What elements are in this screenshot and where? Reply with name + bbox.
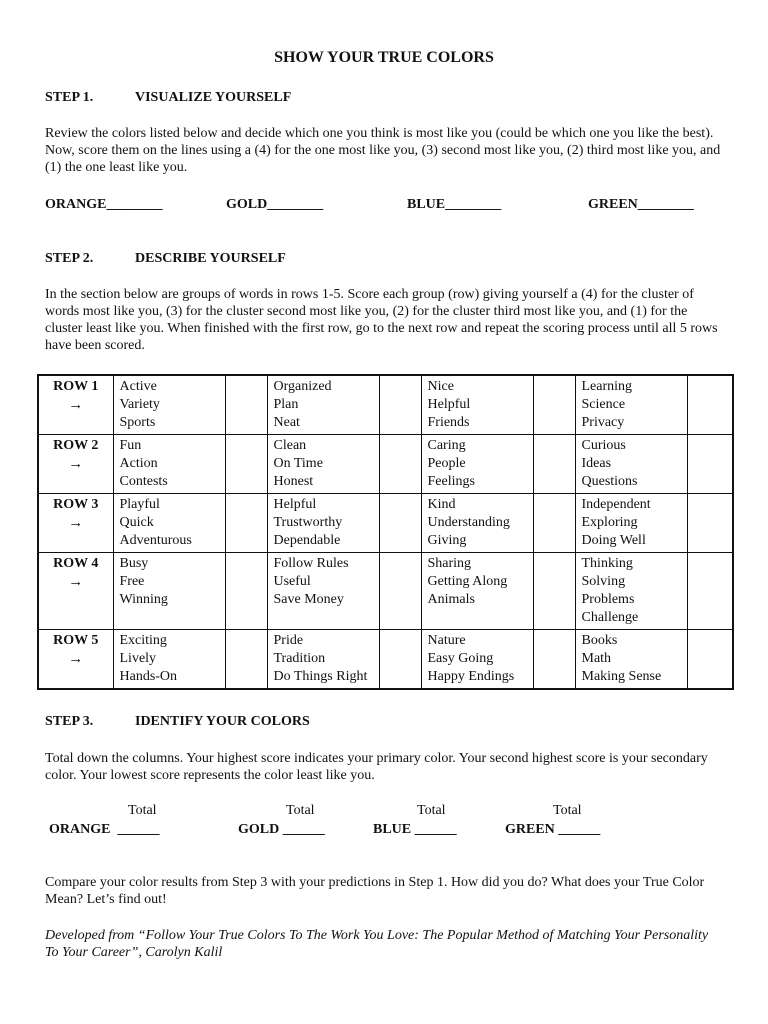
word-cluster-orange [113,630,225,690]
word: Getting Along [427,574,508,589]
word: Learning [581,379,633,394]
word: Busy [119,556,149,571]
step2-instructions: In the section below are groups of words in rows 1-5. Score each group (row) giving yourself a (4) for the cluster of words most like you, (3) for the cluster second most like you, (2) for the cluster third most like you, and (1) for the cluster least like you. When finished with the first row, go to the next row and repeat the scoring process until all 5 rows have been scored. [45,287,718,353]
word: Happy Endings [427,669,515,684]
row-label [38,630,113,690]
word: Thinking [581,556,633,571]
total-label-blue: Total [417,803,446,818]
step1-heading [45,89,291,106]
row-label-text: ROW 3 [53,497,99,512]
word: Neat [273,415,300,430]
row-label-text: ROW 1 [53,379,99,394]
row-label [38,553,113,630]
word: Understanding [427,515,510,530]
word-cluster-gold [267,375,379,435]
score-box-orange[interactable] [225,435,267,494]
total-label-gold: Total [286,803,315,818]
step3-instructions: Total down the columns. Your highest score indicates your primary color. Your second highest score is your secondary color. Your lowest score represents the color least like you. [45,751,708,783]
word: Math [581,651,612,666]
word: Questions [581,474,638,489]
word: Helpful [427,397,471,412]
word: Active [119,379,157,394]
word: Easy Going [427,651,494,666]
word-score-table [37,374,734,690]
row-label [38,494,113,553]
step3-title: IDENTIFY YOUR COLORS [135,714,310,729]
word-cluster-blue [421,435,533,494]
total-green-line[interactable]: GREEN ______ [505,822,601,837]
word-cluster-gold [267,435,379,494]
step1-blue-line[interactable]: BLUE________ [407,197,502,212]
step1-gold-line[interactable]: GOLD________ [226,197,324,212]
word: Action [119,456,158,471]
right-arrow-icon: → [68,515,84,531]
word: Save Money [273,592,344,607]
word: Exploring [581,515,638,530]
word: Quick [119,515,154,530]
step1-instructions: Review the colors listed below and decide which one you think is most like you (could be which one you like the best). Now, score them on the lines using a (4) for the one most like you, (3) second most like you, (2) third most like you, and (1) the one least like you. [45,126,721,175]
row-label-text: ROW 4 [53,556,99,571]
word-cluster-orange [113,375,225,435]
word-cluster-gold [267,630,379,690]
table-row [38,375,733,435]
total-label-orange: Total [128,803,157,818]
word: Lively [119,651,157,666]
word-cluster-blue [421,375,533,435]
word: Kind [427,497,456,512]
word: Winning [119,592,168,607]
word-cluster-blue [421,494,533,553]
right-arrow-icon: → [68,456,84,472]
word: Playful [119,497,160,512]
compare-text: Compare your color results from Step 3 with your predictions in Step 1. How did you do? What does your True Color Mean? Let’s find out! [45,875,705,907]
word: Adventurous [119,533,192,548]
word: Friends [427,415,470,430]
word-cluster-green [575,553,687,630]
word-cluster-orange [113,494,225,553]
score-box-orange[interactable] [225,630,267,690]
word: Privacy [581,415,625,430]
word: Solving [581,574,626,589]
word: People [427,456,466,471]
score-box-blue[interactable] [533,553,575,630]
word: Independent [581,497,651,512]
total-gold-line[interactable]: GOLD ______ [238,822,325,837]
word: Tradition [273,651,326,666]
word: Making Sense [581,669,662,684]
row-label-text: ROW 2 [53,438,99,453]
word-cluster-gold [267,494,379,553]
step2-title: DESCRIBE YOURSELF [135,251,286,266]
score-box-blue[interactable] [533,435,575,494]
right-arrow-icon: → [68,574,84,590]
word-cluster-blue [421,553,533,630]
word: Problems [581,592,635,607]
word-cluster-green [575,494,687,553]
word: Science [581,397,626,412]
word: Variety [119,397,160,412]
word: Sports [119,415,156,430]
score-box-green[interactable] [687,553,733,630]
score-box-gold[interactable] [379,435,421,494]
word: Nice [427,379,454,394]
word: Helpful [273,497,317,512]
right-arrow-icon: → [68,651,84,667]
word: Hands-On [119,669,178,684]
row-label [38,375,113,435]
word: Giving [427,533,467,548]
score-box-gold[interactable] [379,553,421,630]
table-row [38,435,733,494]
word-cluster-blue [421,630,533,690]
word: Clean [273,438,307,453]
step1-number: STEP 1. [45,90,94,105]
score-box-orange[interactable] [225,375,267,435]
word-cluster-gold [267,553,379,630]
row-label-text: ROW 5 [53,633,99,648]
word: Books [581,633,618,648]
score-box-orange[interactable] [225,494,267,553]
word: Follow Rules [273,556,349,571]
table-row [38,553,733,630]
step1-title: VISUALIZE YOURSELF [135,90,292,105]
table-row [38,630,733,690]
step3-heading [45,713,310,730]
word-cluster-green [575,375,687,435]
word: Exciting [119,633,167,648]
total-orange-line[interactable]: ORANGE ______ [49,822,160,837]
step3-number: STEP 3. [45,714,94,729]
right-arrow-icon: → [68,397,84,413]
score-box-blue[interactable] [533,630,575,690]
word: Contests [119,474,168,489]
word: Fun [119,438,142,453]
score-box-blue[interactable] [533,494,575,553]
word: On Time [273,456,323,471]
score-box-gold[interactable] [379,630,421,690]
word: Doing Well [581,533,646,548]
step2-number: STEP 2. [45,251,94,266]
word: Do Things Right [273,669,368,684]
word: Free [119,574,145,589]
score-box-green[interactable] [687,435,733,494]
word-cluster-orange [113,435,225,494]
word: Ideas [581,456,612,471]
word: Pride [273,633,304,648]
step1-green-line[interactable]: GREEN________ [588,197,694,212]
total-blue-line[interactable]: BLUE ______ [373,822,457,837]
score-box-green[interactable] [687,375,733,435]
step2-heading [45,250,286,267]
word-cluster-orange [113,553,225,630]
word-cluster-green [575,630,687,690]
word: Plan [273,397,299,412]
row-label [38,435,113,494]
score-box-green[interactable] [687,494,733,553]
step1-orange-line[interactable]: ORANGE________ [45,197,163,212]
word: Dependable [273,533,341,548]
score-box-green[interactable] [687,630,733,690]
word: Nature [427,633,466,648]
word: Trustworthy [273,515,343,530]
word: Organized [273,379,332,394]
table-row [38,494,733,553]
word: Honest [273,474,314,489]
word: Challenge [581,610,639,625]
word: Caring [427,438,466,453]
score-box-blue[interactable] [533,375,575,435]
word: Feelings [427,474,475,489]
total-label-green: Total [553,803,582,818]
word-cluster-green [575,435,687,494]
word: Curious [581,438,626,453]
word: Animals [427,592,475,607]
word: Useful [273,574,311,589]
page-title: SHOW YOUR TRUE COLORS [274,49,494,66]
score-box-gold[interactable] [379,494,421,553]
score-box-gold[interactable] [379,375,421,435]
word: Sharing [427,556,472,571]
source-credit: Developed from “Follow Your True Colors To The Work You Love: The Popular Method of Matching Your Personality To Your Career”, Carolyn Kalil [45,928,709,960]
score-box-orange[interactable] [225,553,267,630]
